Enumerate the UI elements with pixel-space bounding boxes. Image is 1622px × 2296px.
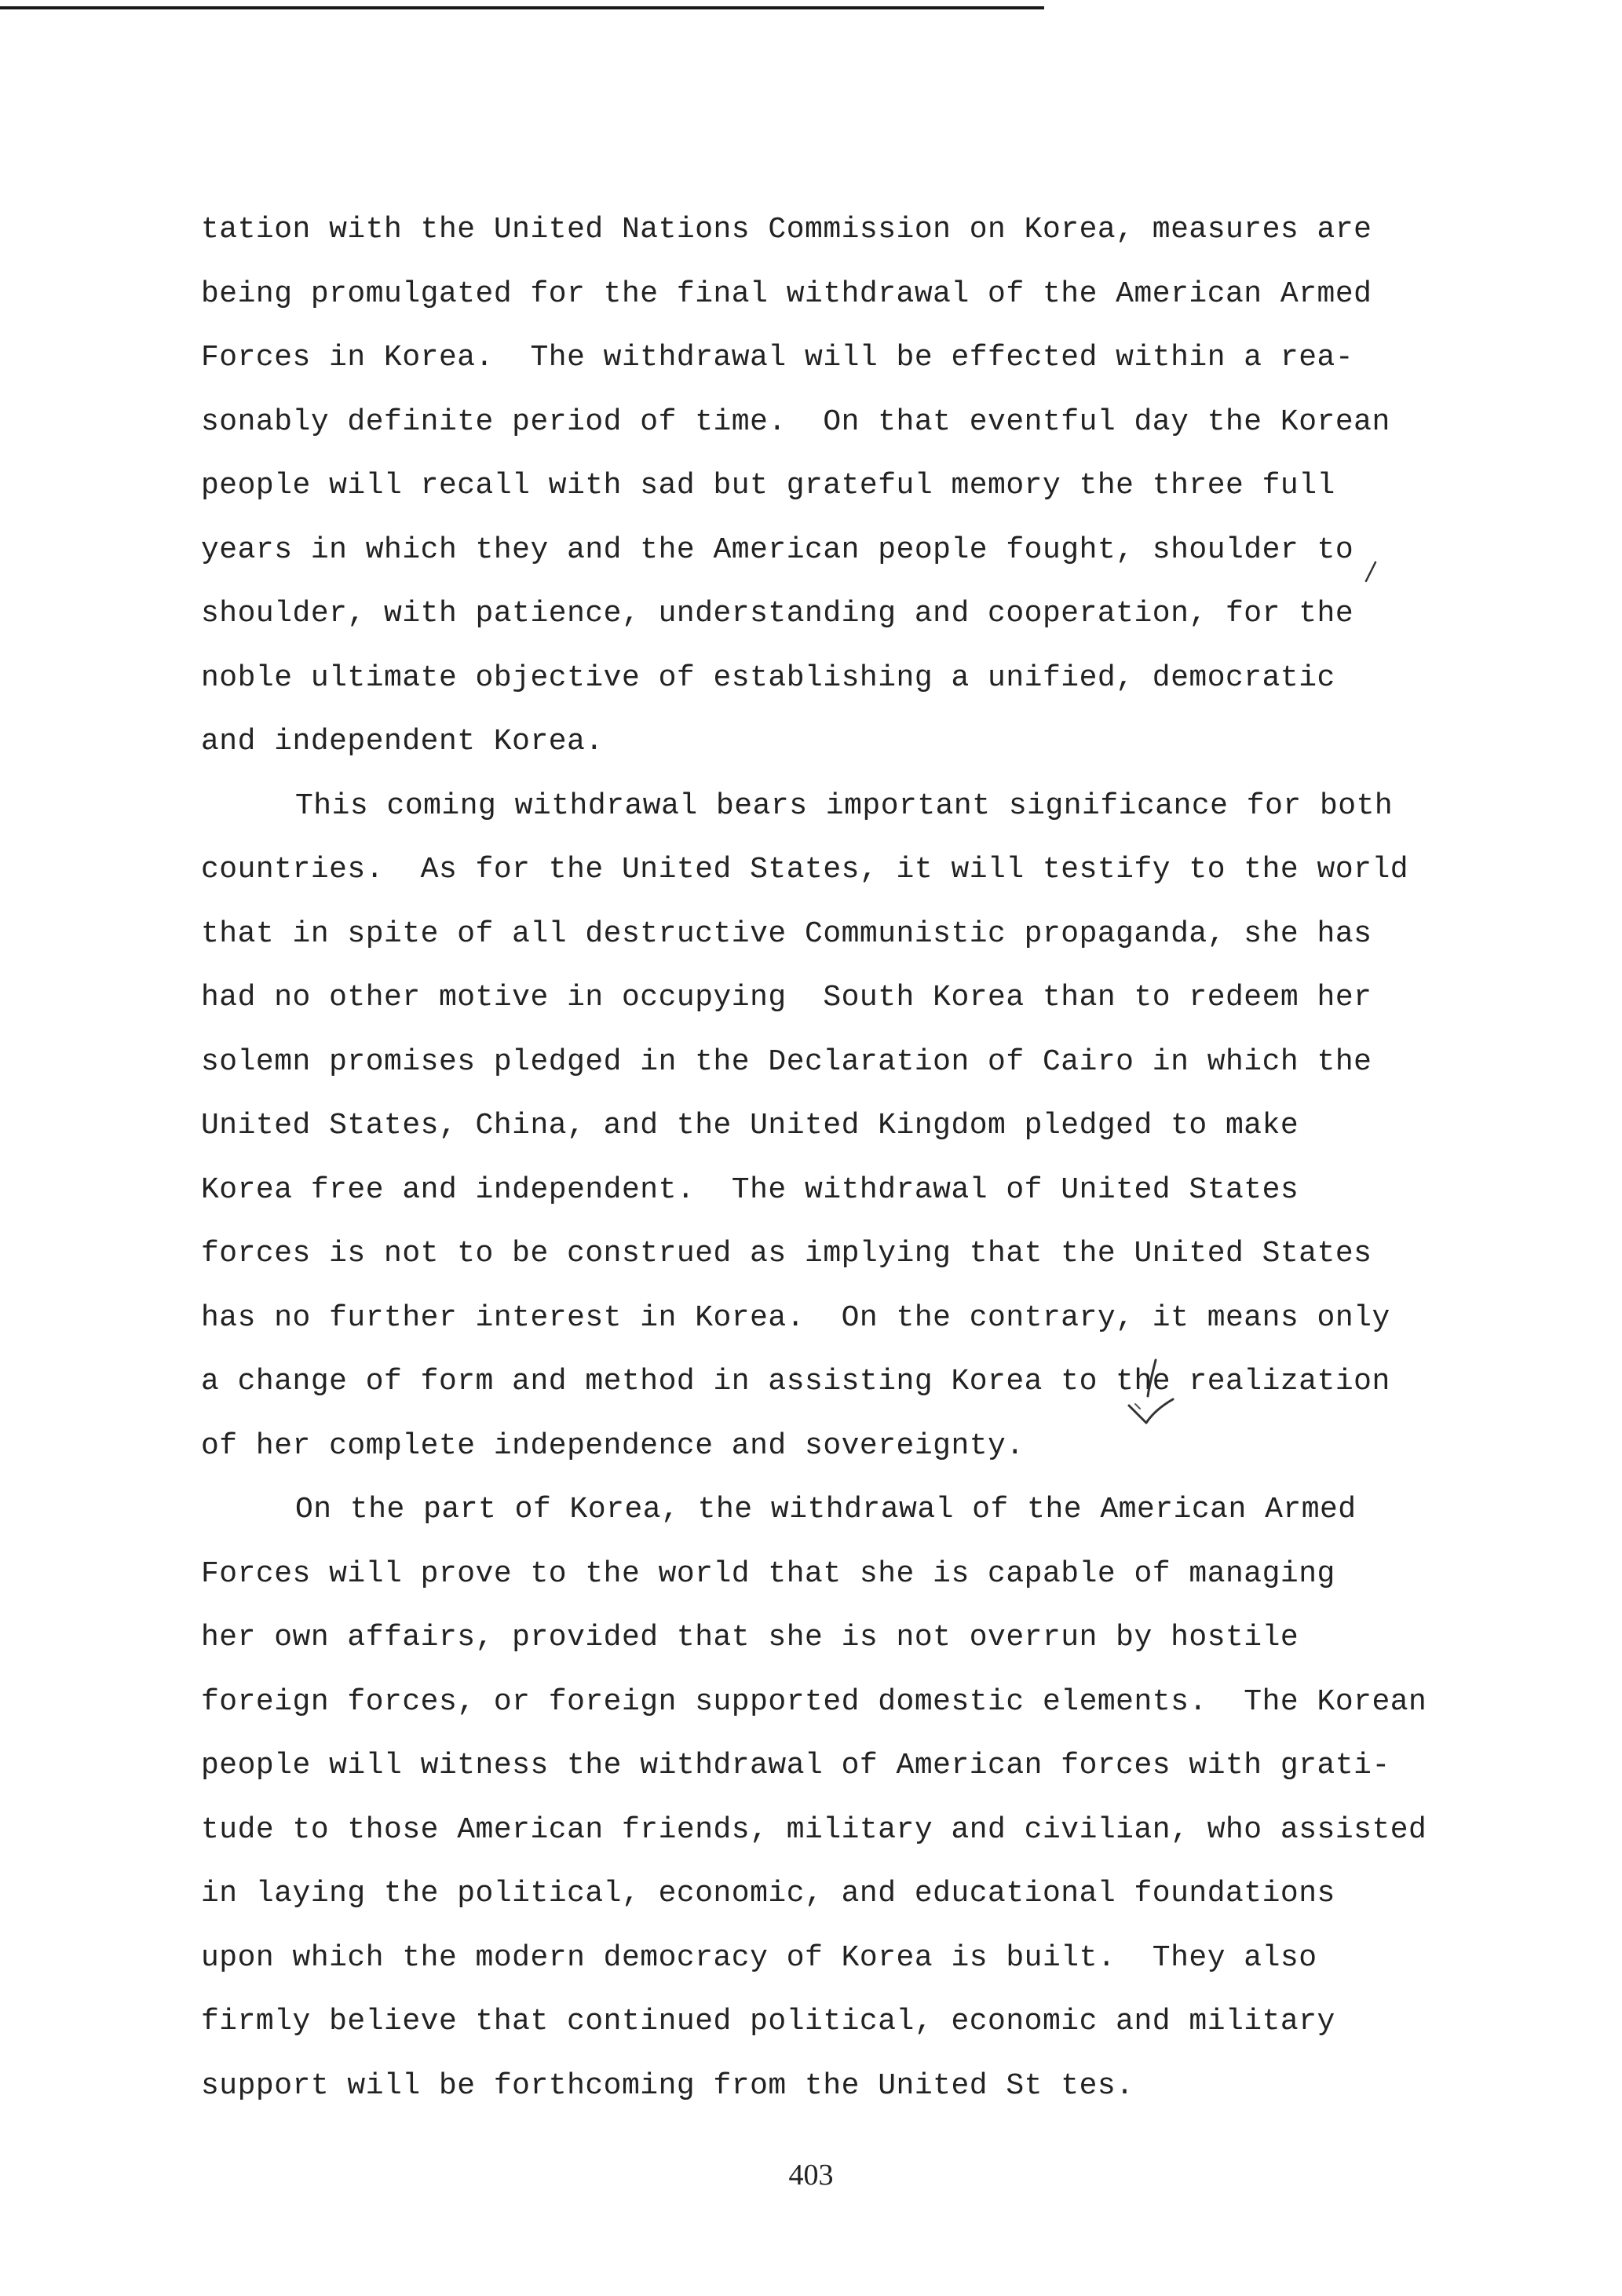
text-line: forces is not to be construed as implying that the United States [201,1237,1372,1270]
text-line: This coming withdrawal bears important significance for both [295,788,1394,823]
text-line: Forces in Korea. The withdrawal will be effected within a rea- [201,341,1354,375]
paragraph [201,1478,1536,2118]
text-line: upon which the modern democracy of Korea is built. They also [201,1940,1317,1975]
page-number: 403 [788,2159,834,2192]
text-line: solemn promises pledged in the Declaration of Cairo in which the [201,1044,1372,1079]
text-line: and independent Korea. [201,725,604,759]
text-line: of her complete independence and sovereignty. [201,1428,1025,1463]
paragraph [201,198,1536,774]
text-line: firmly believe that continued political, economic and military [201,2005,1335,2038]
text-line: a change of form and method in assisting Korea to the realization [201,1365,1390,1398]
text-line: people will witness the withdrawal of American forces with grati- [201,1749,1390,1782]
top-rule [0,6,1044,9]
paragraph [201,774,1536,1479]
text-line: noble ultimate objective of establishing a unified, democratic [201,660,1335,695]
text-line: countries. As for the United States, it will testify to the world [201,853,1409,887]
text-line: in laying the political, economic, and educational foundations [201,1877,1335,1910]
text-line: foreign forces, or foreign supported domestic elements. The Korean [201,1684,1427,1719]
handwritten-check-mark [1124,1357,1179,1428]
text-line: that in spite of all destructive Communistic propaganda, she has [201,916,1372,951]
text-line: tation with the United Nations Commission on Korea, measures are [201,213,1372,247]
text-line: support will be forthcoming from the United St tes. [201,2068,1134,2103]
text-line: United States, China, and the United Kingdom pledged to make [201,1109,1299,1143]
handwritten-tick-mark [1363,561,1379,584]
text-line: Forces will prove to the world that she is capable of managing [201,1556,1335,1591]
text-line: years in which they and the American people fought, shoulder to [201,532,1354,567]
text-line: shoulder, with patience, understanding and cooperation, for the [201,597,1354,631]
text-line: people will recall with sad but grateful memory the three full [201,469,1335,503]
text-line: being promulgated for the final withdrawal of the American Armed [201,276,1372,311]
text-line: her own affairs, provided that she is not overrun by hostile [201,1621,1299,1654]
page-body [201,198,1536,2118]
text-line: Korea free and independent. The withdrawal of United States [201,1172,1299,1207]
text-line: had no other motive in occupying South Korea than to redeem her [201,981,1372,1015]
text-line: sonably definite period of time. On that eventful day the Korean [201,404,1390,439]
text-line: On the part of Korea, the withdrawal of the American Armed [295,1493,1357,1526]
text-line: has no further interest in Korea. On the contrary, it means only [201,1300,1390,1335]
text-line: tude to those American friends, military and civilian, who assisted [201,1812,1427,1847]
